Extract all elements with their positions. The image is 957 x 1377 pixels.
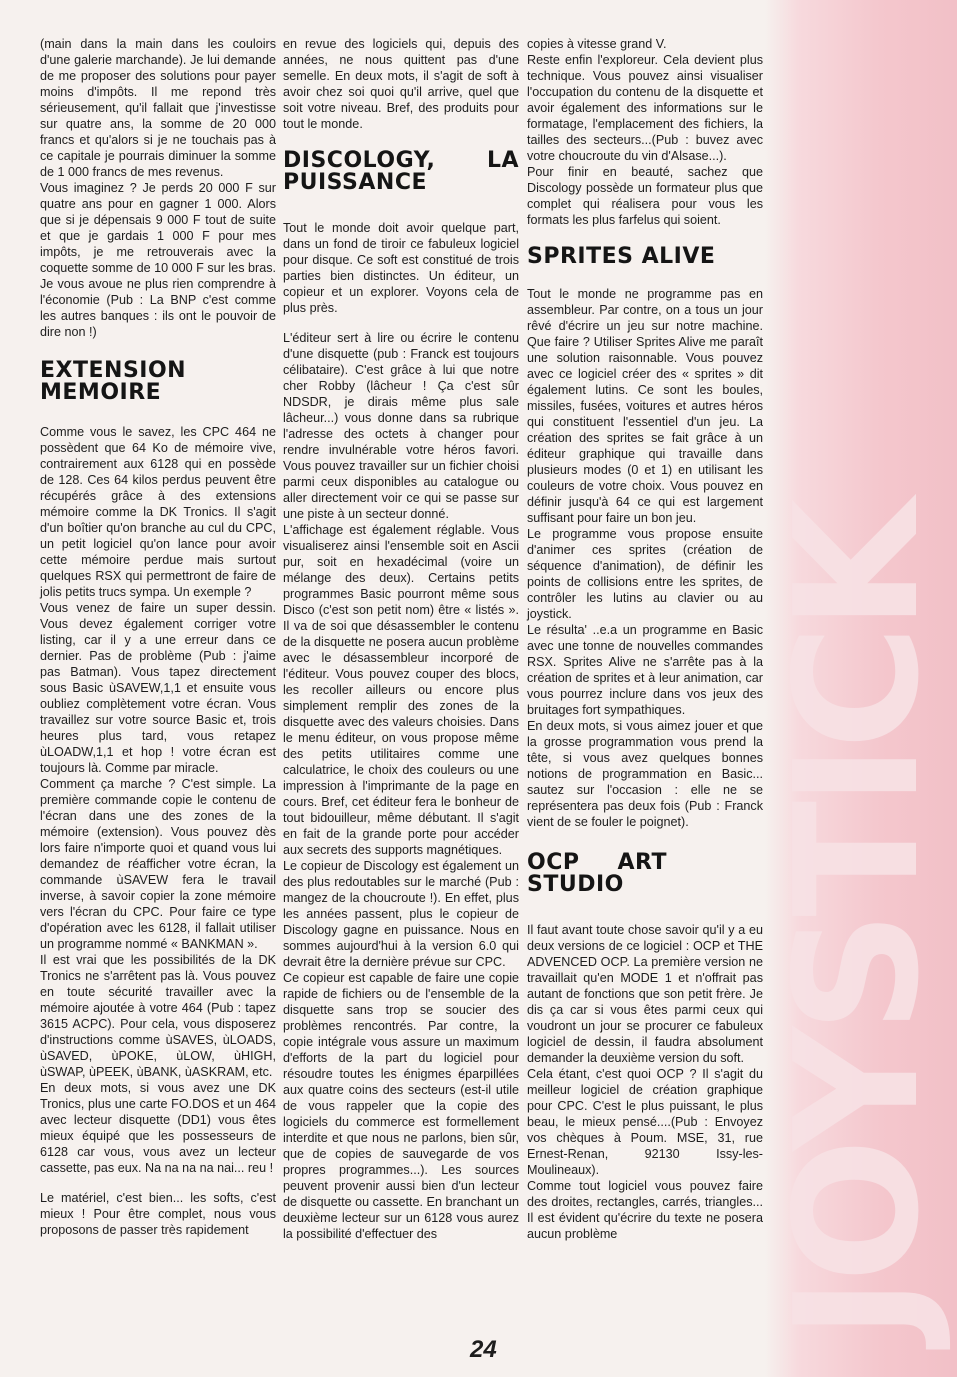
paragraph: Le matériel, c'est bien... les softs, c'est mieux ! Pour être complet, nous vous proposons de passer très rapidement — [40, 1191, 276, 1237]
paragraph: (main dans la main dans les couloirs d'une galerie marchande). Je lui demande de me proposer des solutions pour payer moins d'impôts. Il me repond très sérieusement, qu'il fallait que j'investisse sur quatre ans, la somme de 20 000 francs et qu'alors si je ne touchais pas à ce capitale je pourrais diminuer la somme de 1 000 francs de mes revenus. — [40, 37, 276, 179]
paragraph: L'éditeur sert à lire ou écrire le contenu d'une disquette (pub : Franck est toujours célibataire). C'est grâce à lui que notre cher Robby (lâcheur ! Ça c'est sûr NDSDR, je dirais même plus sale lâcheur...) vous donne dans sa rubrique l'adresse des octets à changer pour rendre invulnérable votre héros favori. Vous pouvez travailler sur un fichier choisi parmi ceux disponibles au catalogue ou aller directement voir ce qui se passe sur une piste à un secteur donné. — [283, 331, 519, 521]
paragraph: Le programme vous propose ensuite d'animer ces sprites (création de séquence d'animation), de définir les points de collisions entre les sprites, de contrôler les lutins au clavier ou au joystick. — [527, 527, 763, 621]
heading-sprites-alive: SPRITES ALIVE — [527, 244, 716, 269]
column-3 — [527, 36, 763, 1242]
paragraph: Tout le monde ne programme pas en assembleur. Par contre, on a tous un jour rêvé d'écrire un jeu sur notre machine. Que faire ? Utiliser Sprites Alive me paraît une solution raisonnable. Vous pouvez avec ce logiciel créer des « sprites » dit également lutins. Ce sont les boules, missiles, fusées, voitures et autres héros qui constituent l'essentiel d'un jeu. La création des sprites se fait grâce à un éditeur graphique qui travaille dans plusieurs modes (0 et 1) en utilisant les couleurs de votre choix. Vous pouvez en définir jusqu'à 64 ce qui est largement suffisant pour faire un bon jeu. — [527, 287, 763, 525]
column-1 — [40, 36, 276, 1238]
paragraph: Il est vrai que les possibilités de la DK Tronics ne s'arrêtent pas là. Vous pouvez en toute sécurité travailler avec la mémoire ajoutée à votre 464 (Pub : tapez 3615 ACPC). Pour cela, vous disposerez d'instructions comme ùSAVES, ùLOADS, ùSAVED, ùPOKE, ùLOW, ùHIGH, ùSWAP, ùPEEK, ùBANK, ùASKRAM, etc. — [40, 953, 276, 1079]
column-2 — [283, 36, 519, 1242]
paragraph: Il faut avant toute chose savoir qu'il y a eu deux versions de ce logiciel : OCP et THE ADVENCED OCP. La première version ne travaillait qu'en MODE 1 et n'offrait pas autant de fonctions que son petit frère. Je dis ça car si vous êtes parmi ceux qui voudront un jour se procurer ce fabuleux logiciel de dessin, il faudra absolument demander la deuxième version du soft. — [527, 923, 763, 1065]
paragraph: Vous venez de faire un super dessin. Vous devez également corriger votre listing, car il y a une erreur dans ce dernier. Pas de problème (Pub : j'aime pas Batman). Vous tapez directement sous Basic ùSAVEW,1,1 et ensuite vous oubliez complètement votre écran. Vous travaillez sur votre source Basic et, trois heures plus tard, vous retapez ùLOADW,1,1 et hop ! votre écran est toujours là. Comme par miracle. — [40, 601, 276, 775]
heading-ocp-art-studio: OCP ART STUDIO — [527, 850, 667, 897]
paragraph: Reste enfin l'exploreur. Cela devient plus technique. Vous pouvez ainsi visualiser l'occupation du contenu de la disquette et avoir également des informations sur le formatage, l'emplacement des fichiers, la tailles des secteurs...(Pub : buvez avec votre choucroute du vin d'Alsase...). — [527, 53, 763, 163]
paragraph: en revue des logiciels qui, depuis des années, ne nous quittent pas d'une semelle. En deux mots, il s'agit de soft à avoir chez soi quoi qu'il arrive, quel que soit votre niveau. Bref, des produits pour tout le monde. — [283, 37, 519, 131]
paragraph: Comme tout logiciel vous pouvez faire des droites, rectangles, carrés, triangles... Il est évident qu'écrire du texte ne posera aucun problème — [527, 1179, 763, 1241]
page-number: 24 — [470, 1336, 497, 1363]
paragraph: En deux mots, si vous avez une DK Tronics, plus une carte FO.DOS et un 464 avec lecteur disquette (DD1) vous êtes mieux équipé que les possesseurs de 6128 car vous, vous avez un lecteur cassette, pas eux. Na na na na nai... reu ! — [40, 1081, 276, 1175]
paragraph: Tout le monde doit avoir quelque part, dans un fond de tiroir ce fabuleux logiciel pour disque. Ce soft est constitué de trois parties bien distinctes. Un éditeur, un copieur et un explorer. Voyons cela de plus près. — [283, 221, 519, 315]
paragraph: Comment ça marche ? C'est simple. La première commande copie le contenu de l'écran dans une des zones de la mémoire (extension). Vous pouvez dès lors faire n'importe quoi et quand vous lui demandez de réafficher votre écran, la commande ùSAVEW fera le travail inverse, à savoir copier la zone mémoire vers l'écran du CPC. Pour faire ce type d'opération avec les 6128, il fallait utiliser un programme nommé « BANKMAN ». — [40, 777, 276, 951]
paragraph: Le résulta' ..e.a un programme en Basic avec une tonne de nouvelles commandes RSX. Sprites Alive ne s'arrête pas à la création de sprites et à leur animation, car vous pourrez inclure dans vos jeux des bruitages fort sympathiques. — [527, 623, 763, 717]
paragraph: Cela étant, c'est quoi OCP ? Il s'agit du meilleur logiciel de création graphique pour CPC. C'est le plus puissant, le plus beau, le mieux pensé....(Pub : Envoyez vos chèques à Poum. MSE, 31, rue Ernest-Renan, 92130 Issy-les-Moulineaux). — [527, 1067, 763, 1177]
paragraph: Pour finir en beauté, sachez que Discology possède un formateur plus que complet qui réalisera pour vous les formats les plus farfelus qui soient. — [527, 165, 763, 227]
side-decoration — [759, 0, 957, 1377]
side-decoration-text: JOYSTICK — [759, 505, 957, 1340]
paragraph: Ce copieur est capable de faire une copie rapide de fichiers ou de l'ensemble de la disquette sans trop se soucier des problèmes rencontrés. Par contre, la copie intégrale vous assure un maximum d'efforts de la part du logiciel pour résoudre toutes les énigmes éparpillées aux quatre coins des secteurs (est-il utile de vous rappeler que la copie des logiciels du commerce est formellement interdite et que nous ne parlons, bien sûr, que de copies de sauvegarde de vos propres programmes...). Les sources peuvent provenir aussi bien d'un lecteur de disquette ou cassette. En branchant un deuxième lecteur sur un 6128 vous aurez la possibilité d'effectuer des — [283, 971, 519, 1241]
paragraph: En deux mots, si vous aimez jouer et que la grosse programmation vous prend la tête, si vous avez quelques bonnes notions de programmation en Basic... sautez sur l'occasion : elle ne se représentera pas deux fois (Pub : Franck vient de se fouler le poignet). — [527, 719, 763, 829]
paragraph: Comme vous le savez, les CPC 464 ne possèdent que 64 Ko de mémoire vive, contrairement aux 6128 qui en possède de 128. Ces 64 kilos perdus peuvent être récupérés grâce à des extensions mémoire comme la DK Tronics. Il s'agit d'un boîtier qu'on branche au cul du CPC, un petit logiciel qu'on lance pour avoir cette mémoire perdue mais surtout quelques RSX qui permettront de faire de jolis petits trucs sympa. Un exemple ? — [40, 425, 276, 599]
paragraph: L'affichage est également réglable. Vous visualiserez ainsi l'ensemble soit en Ascii pur, soit en hexadécimal (voire un mélange des deux). Certains petits programmes Basic pourront même sous Disco (c'est son petit nom) être « listés ». Il va de soi que désassembler le contenu de la disquette ne posera aucun problème avec le désassembleur incorporé de l'éditeur. Vous pouvez couper des blocs, les recoller ailleurs ou encore plus simplement remplir des zones de la disquette avec des valeurs choisies. Dans le menu éditeur, on vous propose même des petits utilitaires comme une calculatrice, le choix des couleurs ou une impression à l'imprimante de la page en cours. Bref, cet éditeur fera le bonheur de tout bidouilleur, même débutant. Il s'agit en fait de la grande porte pour accéder aux secrets des supports magnétiques. — [283, 523, 519, 857]
heading-extension-memoire: EXTENSION MEMOIRE — [40, 358, 187, 405]
paragraph: copies à vitesse grand V. — [527, 37, 667, 51]
paragraph: Le copieur de Discology est également un des plus redoutables sur le marché (Pub : mangez de la choucroute !). En effet, plus les années passent, plus le copieur de Discology gagne en puissance. Nous en sommes aujourd'hui à la version 6.0 qui devrait être la dernière prévue sur CPC. — [283, 859, 519, 969]
heading-discology: DISCOLOGY, LA PUISSANCE — [283, 148, 519, 195]
paragraph: Vous imaginez ? Je perds 20 000 F sur quatre ans pour en gagner 1 000. Alors que si je dépensais 9 000 F tout de suite et que je gardais 1 000 F pour mes impôts, je me retrouverais avec la coquette somme de 10 000 F sur les bras. Je vous avoue ne plus rien comprendre à l'économie (Pub : La BNP c'est comme les autres banques : ils ont le pouvoir de dire non !) — [40, 181, 276, 339]
